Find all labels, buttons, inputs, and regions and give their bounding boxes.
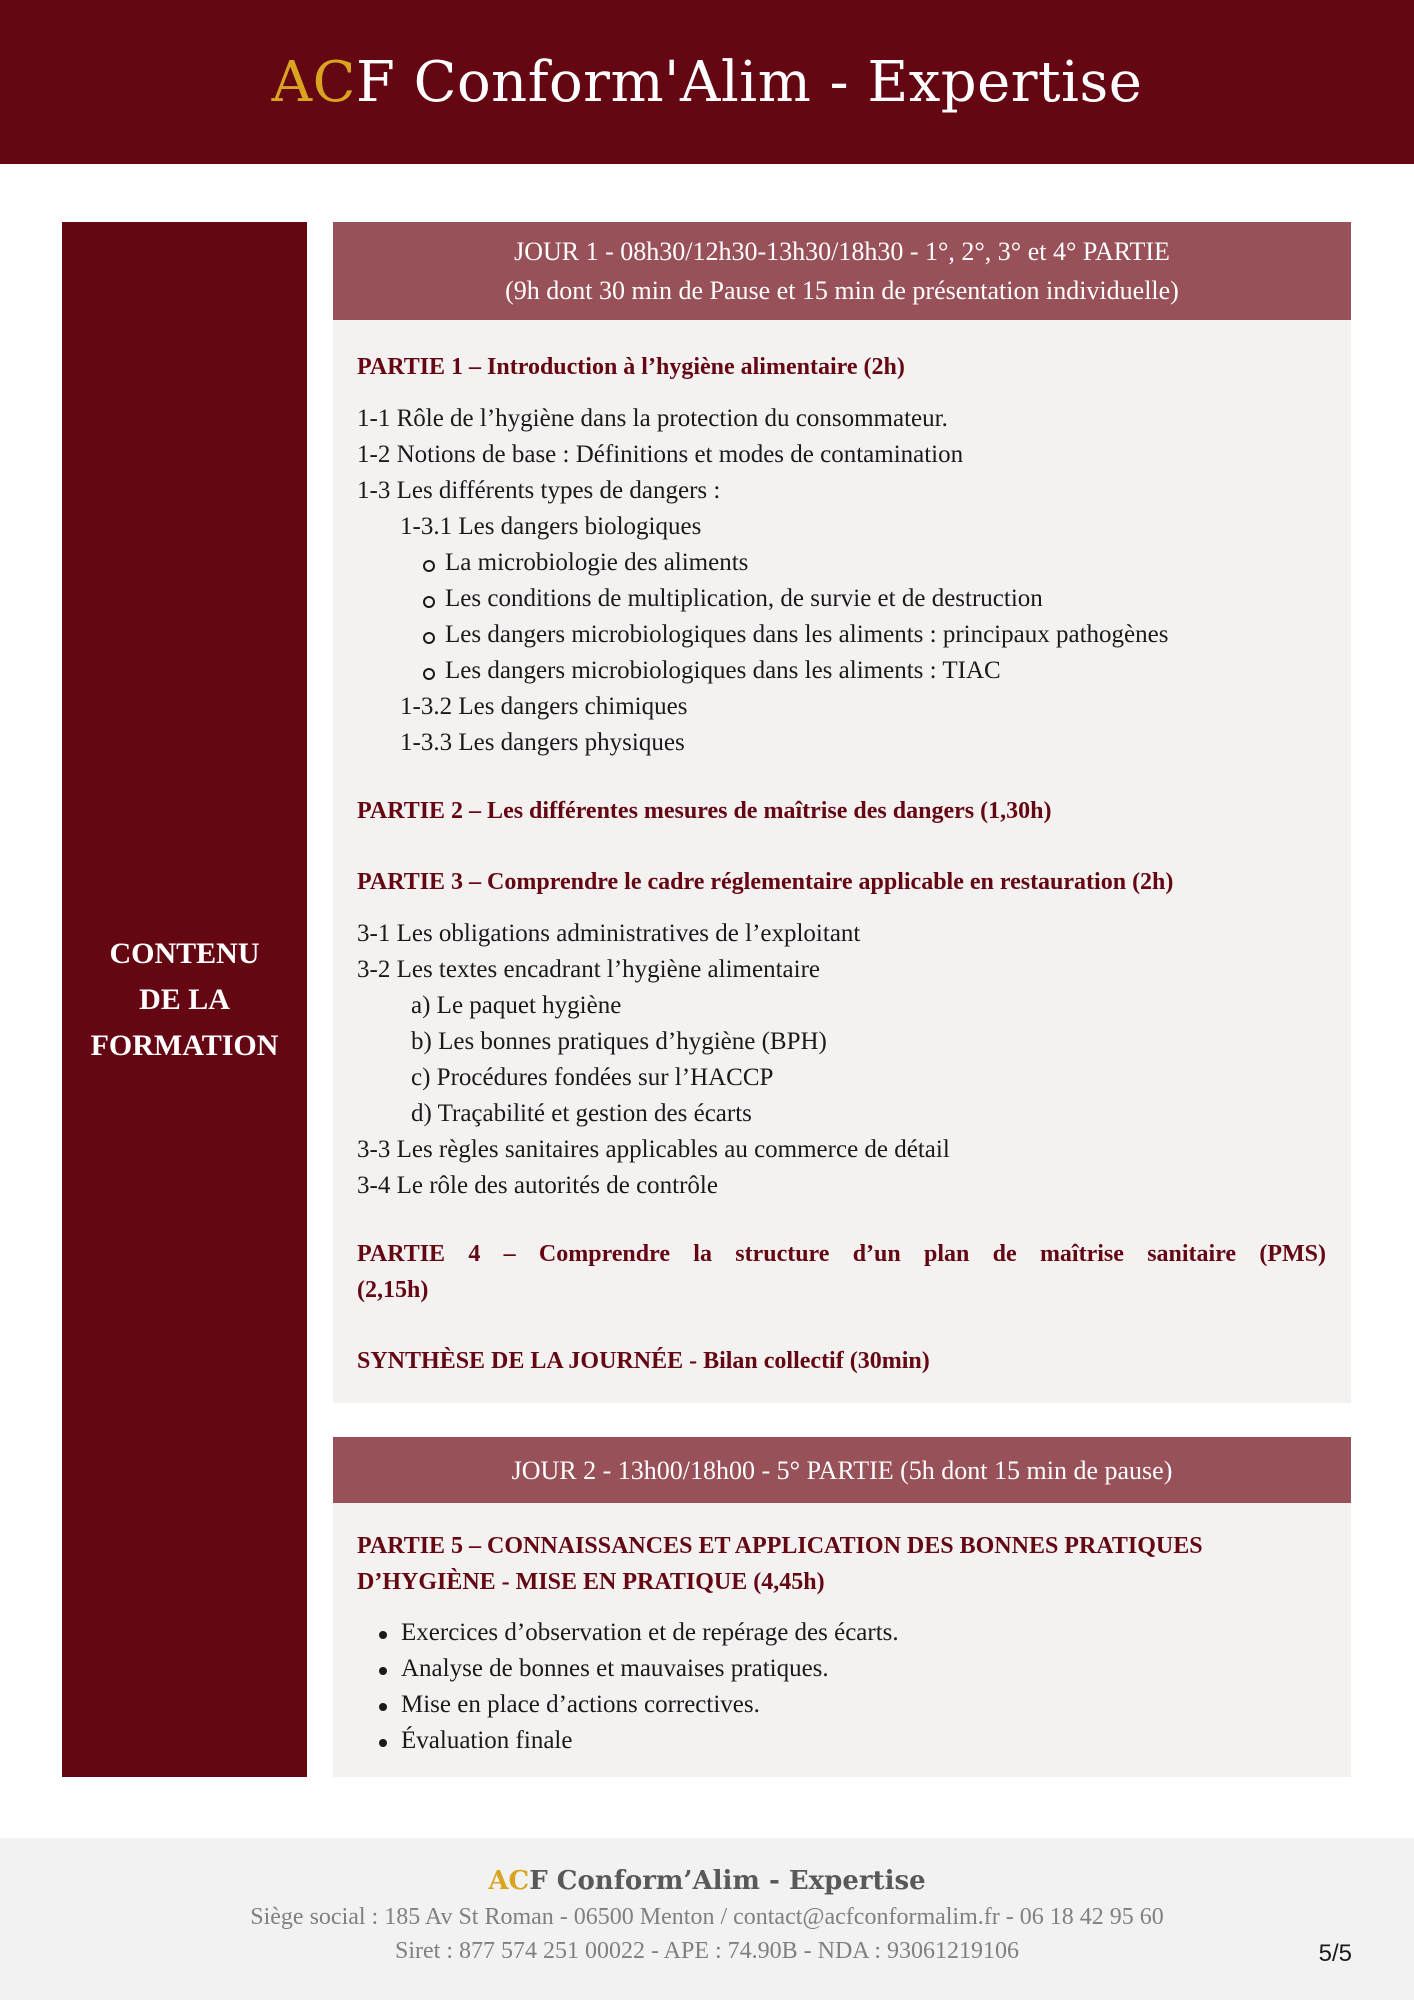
list-item: 1-3.1 Les dangers biologiques — [400, 513, 702, 540]
day2-title: JOUR 2 - 13h00/18h00 - 5° PARTIE (5h dont 15 min de pause) — [511, 1455, 1173, 1485]
list-item: 3-4 Le rôle des autorités de contrôle — [357, 1172, 718, 1199]
list-item: 1-1 Rôle de l’hygiène dans la protection du consommateur. — [357, 405, 948, 432]
synthese-title: SYNTHÈSE DE LA JOURNÉE - Bilan collectif (30min) — [357, 1348, 930, 1374]
list-item: Les conditions de multiplication, de survie et de destruction — [445, 585, 1043, 612]
list-item: Analyse de bonnes et mauvaises pratiques. — [401, 1655, 829, 1682]
footer-brand-rest: F Conform’Alim - Expertise — [529, 1866, 926, 1896]
footer-brand — [0, 1866, 1414, 1896]
day1-title-line1: JOUR 1 - 08h30/12h30-13h30/18h30 - 1°, 2°, 3° et 4° PARTIE — [514, 237, 1170, 266]
partie4-title-line2: (2,15h) — [357, 1277, 429, 1303]
list-item: 1-3 Les différents types de dangers : — [357, 477, 721, 504]
partie2-title: PARTIE 2 – Les différentes mesures de maîtrise des dangers (1,30h) — [357, 798, 1052, 824]
partie3-title: PARTIE 3 – Comprendre le cadre réglementaire applicable en restauration (2h) — [357, 869, 1174, 895]
footer-brand-ac: AC — [488, 1866, 530, 1896]
list-item: b) Les bonnes pratiques d’hygiène (BPH) — [411, 1028, 827, 1055]
partie5-title-line2: D’HYGIÈNE - MISE EN PRATIQUE (4,45h) — [357, 1569, 825, 1595]
list-item: c) Procédures fondées sur l’HACCP — [411, 1064, 774, 1091]
footer-address: Siège social : 185 Av St Roman - 06500 Menton / contact@acfconformalim.fr - 06 18 42 95 60 — [250, 1904, 1164, 1930]
list-item: La microbiologie des aliments — [445, 549, 749, 576]
page-footer — [0, 1838, 1414, 2000]
page-header — [0, 0, 1414, 164]
list-item: a) Le paquet hygiène — [411, 992, 622, 1019]
list-item: 3-2 Les textes encadrant l’hygiène alimentaire — [357, 956, 820, 983]
list-item: Évaluation finale — [401, 1727, 573, 1754]
day1-header — [333, 222, 1351, 320]
list-item: Exercices d’observation et de repérage des écarts. — [401, 1619, 899, 1646]
page-number: 5/5 — [1318, 1940, 1352, 1967]
brand-ac: AC — [271, 49, 356, 115]
footer-legal: Siret : 877 574 251 00022 - APE : 74.90B - NDA : 93061219106 — [394, 1938, 1019, 1964]
list-item: Les dangers microbiologiques dans les aliments : TIAC — [445, 657, 1001, 684]
list-item: 1-2 Notions de base : Définitions et modes de contamination — [357, 441, 964, 468]
list-item: 1-3.2 Les dangers chimiques — [400, 693, 688, 720]
list-item: Mise en place d’actions correctives. — [401, 1691, 760, 1718]
partie1-title: PARTIE 1 – Introduction à l’hygiène alimentaire (2h) — [357, 354, 905, 380]
partie4-title-line1: PARTIE 4 – Comprendre la structure d’un plan de maîtrise sanitaire (PMS) — [357, 1241, 1326, 1267]
day2-header — [333, 1437, 1351, 1503]
brand-rest: F Conform'Alim - Expertise — [355, 49, 1143, 115]
brand-title — [272, 50, 1143, 115]
partie5-title-line1: PARTIE 5 – CONNAISSANCES ET APPLICATION DES BONNES PRATIQUES — [357, 1533, 1203, 1559]
sidebar-label: CONTENU DE LA FORMATION — [90, 936, 279, 1062]
list-item: 3-1 Les obligations administratives de l’exploitant — [357, 920, 861, 947]
list-item: 3-3 Les règles sanitaires applicables au commerce de détail — [357, 1136, 950, 1163]
day1-title-line2: (9h dont 30 min de Pause et 15 min de présentation individuelle) — [505, 276, 1179, 305]
list-item: d) Traçabilité et gestion des écarts — [411, 1100, 752, 1127]
list-item: Les dangers microbiologiques dans les aliments : principaux pathogènes — [445, 621, 1169, 648]
section-sidebar — [62, 222, 307, 1777]
list-item: 1-3.3 Les dangers physiques — [400, 729, 685, 756]
